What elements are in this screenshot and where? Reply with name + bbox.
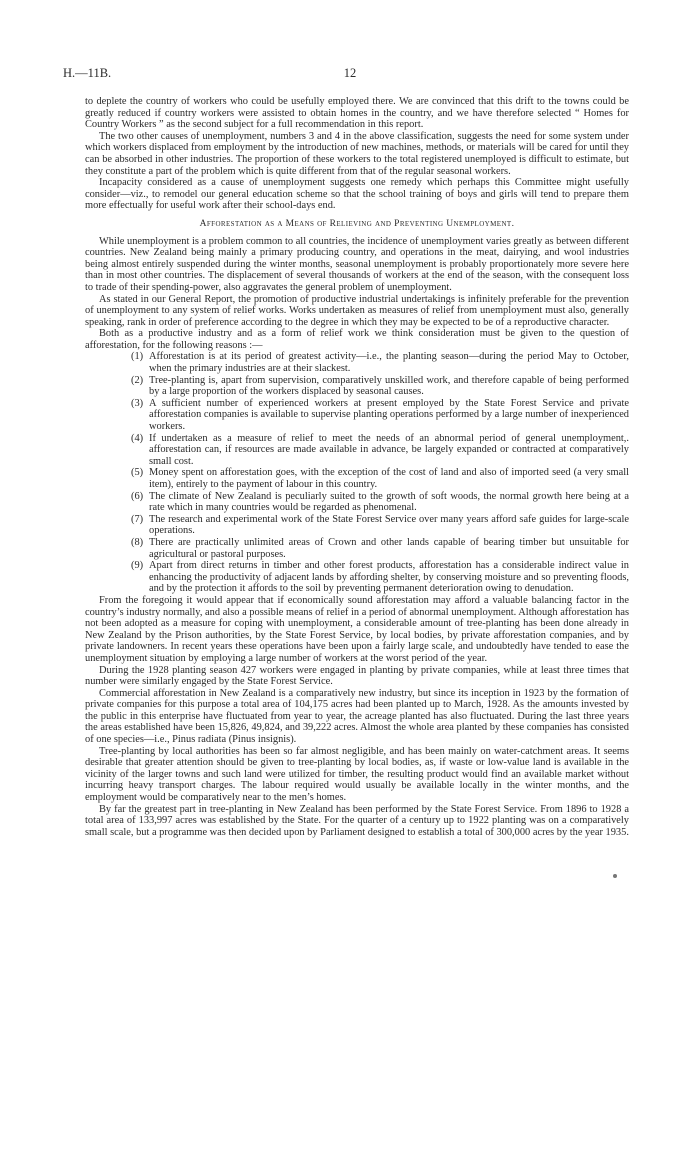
reason-number: (8) xyxy=(131,536,144,548)
reason-text: The climate of New Zealand is peculiarly suited to the growth of soft woods, the normal growth here being at a rate which in many countries would be regarded as phenomenal. xyxy=(149,490,629,514)
reason-number: (5) xyxy=(131,467,144,479)
reason-number: (7) xyxy=(131,513,144,525)
reason-number: (9) xyxy=(131,560,144,572)
page-number: 12 xyxy=(343,66,357,80)
reason-text: A sufficient number of experienced workers at present employed by the State Forest Service and private afforestation companies is available to supervise planting operations performed by a large number of inexperienced workers. xyxy=(149,397,629,433)
paragraph-afforestation-2: As stated in our General Report, the promotion of productive industrial undertakings is infinitely preferable for the prevention of unemployment to any system of relief works. Works undertaken as measures of relief from unemployment must also, generally speaking, rank in order of preference according to the degree in which they may be expected to be of a reproductive character. xyxy=(85,293,629,328)
reason-number: (4) xyxy=(131,432,144,444)
paragraph-afforestation-1: While unemployment is a problem common to all countries, the incidence of unemployment varies greatly as between different countries. New Zealand being mainly a primary producing country, and operations in the meat, dairying, and wool industries being almost entirely suspended during the winter months, seasonal unemployment is probably proportionately more severe here than in most other countries. The displacement of several thousands of workers at the end of the season, with the consequent loss to trade of their spending-power, also aggravates the general problem of unemployment. xyxy=(85,235,629,293)
paragraph-afforestation-3: Both as a productive industry and as a form of relief work we think consideration must be given to the question of afforestation, for the following reasons :— xyxy=(85,328,629,351)
reasons-list xyxy=(85,351,629,594)
reason-item xyxy=(131,398,629,433)
section-heading: Afforestation as a Means of Relieving and Preventing Unemployment. xyxy=(199,218,515,229)
scan-speck xyxy=(613,874,617,878)
reason-item xyxy=(131,351,629,374)
paragraph-intro-2: The two other causes of unemployment, numbers 3 and 4 in the above classification, suggests the need for some system under which workers displaced from employment by the introduction of new machines, methods, or materials will be cared for until they can be absorbed in other industries. The proportion of these workers to the total registered unemployed is difficult to estimate, but they constitute a part of the problem which is quite different from that of the regular seasonal workers. xyxy=(85,130,629,177)
running-head xyxy=(63,66,637,82)
reason-number: (3) xyxy=(131,397,144,409)
reason-item xyxy=(131,375,629,398)
report-reference: H.—11B. xyxy=(63,66,112,80)
reason-item xyxy=(131,560,629,595)
paragraph-afforestation-8: By far the greatest part in tree-planting in New Zealand has been performed by the State Forest Service. From 1896 to 1928 a total area of 133,997 acres was established by the State. For the quarter of a century up to 1922 planting was on a comparatively small scale, but a programme was then decided upon by Parliament designed to establish a total of 300,000 acres by the year 1935. xyxy=(85,803,629,838)
reason-item xyxy=(131,433,629,468)
reason-item xyxy=(131,467,629,490)
reason-text: Tree-planting is, apart from supervision, comparatively unskilled work, and therefore capable of being performed by a large proportion of the workers displaced by seasonal causes. xyxy=(149,374,629,398)
paragraph-afforestation-7: Tree-planting by local authorities has been so far almost negligible, and has been mainly on water-catchment areas. It seems desirable that greater attention should be given to tree-planting by local bodies, as, if waste or low-value land is available in the vicinity of the larger towns and such land were utilized for timber, the resulting product would find an available market without incurring heavy transport charges. The labour required would usually be available locally in the winter months, and the employment would be comparatively near to the men’s homes. xyxy=(85,745,629,804)
paragraph-afforestation-5: During the 1928 planting season 427 workers were engaged in planting by private companies, while at least three times that number were similarly engaged by the State Forest Service. xyxy=(85,664,629,688)
reason-text: The research and experimental work of the State Forest Service over many years afford safe guides for large-scale operations. xyxy=(149,513,629,537)
reason-item xyxy=(131,514,629,537)
reason-item xyxy=(131,491,629,514)
reason-text: Afforestation is at its period of greatest activity—i.e., the planting season—during the period May to October, when the primary industries are at their slackest. xyxy=(149,351,629,375)
paragraph-intro-3: Incapacity considered as a cause of unemployment suggests one remedy which perhaps this Committee might usefully consider—viz., to remodel our general education scheme so that the school training of boys and girls will tend to prepare them more effectually for useful work after their school-days end. xyxy=(85,177,629,212)
paragraph-afforestation-4: From the foregoing it would appear that if economically sound afforestation may afford a valuable balancing factor in the country’s industry normally, and also a possible means of relief in a period of abnormal unemployment. Although afforestation has not been adopted as a measure for coping with unemployment, a considerable amount of tree-planting has been done already in New Zealand by the Prison authorities, by the State Forest Service, by local bodies, by private afforestation companies, and by private landowners. In recent years these operations have been upon a fairly large scale, and undoubtedly have tended to ease the unemployment situation by employing a large number of workers at the worst period of the year. xyxy=(85,594,629,664)
reason-number: (6) xyxy=(131,490,144,502)
paragraph-intro-1: to deplete the country of workers who could be usefully employed there. We are convinced that this drift to the towns could be greatly reduced if country workers were assisted to obtain homes in the country, and we have therefore selected “ Homes for Country Workers ” as the second subject for a full recommendation in this report. xyxy=(85,96,629,131)
reason-number: (1) xyxy=(131,351,144,363)
reason-number: (2) xyxy=(131,374,144,386)
reason-text: There are practically unlimited areas of Crown and other lands capable of bearing timber but unsuitable for agricultural or pastoral purposes. xyxy=(149,536,629,560)
reason-text: If undertaken as a measure of relief to meet the needs of an abnormal period of general unemployment,. afforestation can, if resources are made available in advance, be largely expanded or contracted at comparatively small cost. xyxy=(149,432,629,467)
body-text xyxy=(85,96,629,838)
reason-text: Apart from direct returns in timber and other forest products, afforestation has a considerable indirect value in enhancing the productivity of adjacent lands by affording shelter, by conserving moisture and so preventing floods, and by the protection it affords to the soil by preventing permanent deterioration owing to denudation. xyxy=(149,560,629,595)
reason-item xyxy=(131,537,629,560)
paragraph-afforestation-6: Commercial afforestation in New Zealand is a comparatively new industry, but since its inception in 1923 by the formation of private companies for this purpose a total area of 104,175 acres had been planted up to March, 1928. As the amounts invested by the public in this enterprise have fluctuated from year to year, the acreage planted has also fluctuated. During the last three years the areas established have been 15,826, 49,824, and 39,222 acres. Almost the whole area planted by these companies has consisted of one species—i.e., Pinus radiata (Pinus insignis). xyxy=(85,687,629,746)
reason-text: Money spent on afforestation goes, with the exception of the cost of land and also of imported seed (a very small item), entirely to the payment of labour in this country. xyxy=(149,467,629,490)
